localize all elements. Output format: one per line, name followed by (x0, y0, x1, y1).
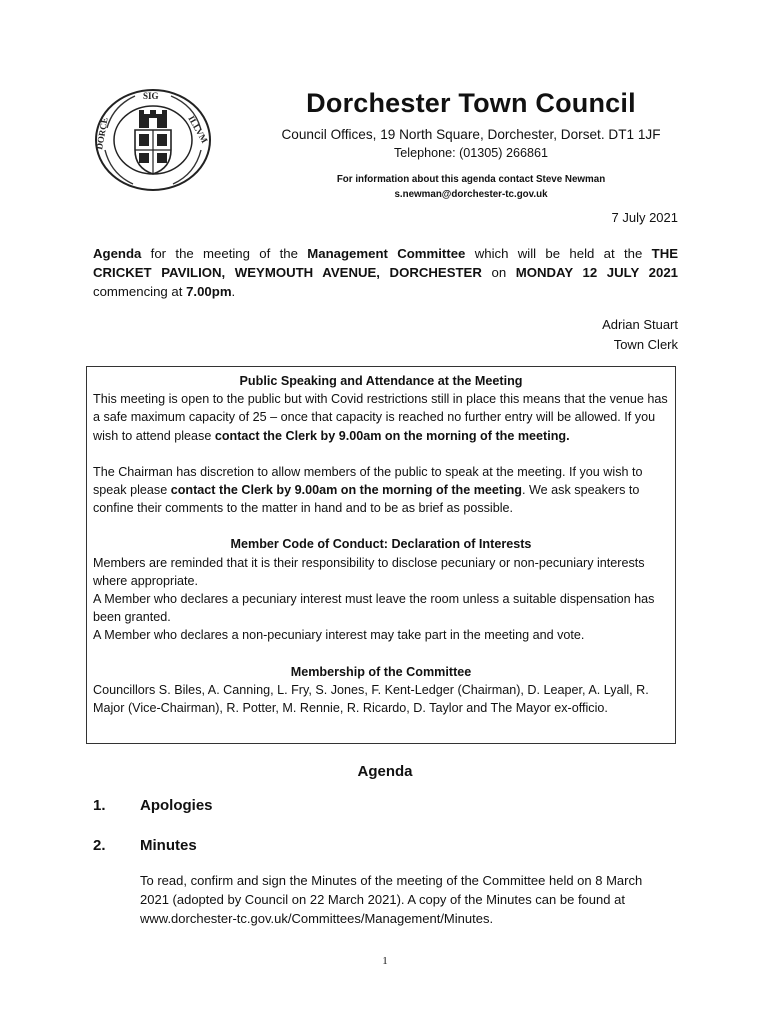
svg-text:ILLVM: ILLVM (186, 114, 210, 145)
paragraph-emphasis: contact the Clerk by 9.00am on the morning of the meeting. (214, 428, 570, 443)
public-speaking-heading: Public Speaking and Attendance at the Meeting (239, 374, 523, 388)
agenda-item-apologies (93, 797, 213, 814)
public-info-box (86, 366, 676, 744)
intro-time: 7.00pm (186, 284, 232, 299)
signoff-role: Town Clerk (613, 337, 678, 352)
minutes-description: To read, confirm and sign the Minutes of the meeting of the Committee held on 8 March 2021 (adopted by Council on 22 March 2021). A copy of the Minutes can be found at www.dorchester-tc.gov.uk/Committees/Management/Minutes. (140, 873, 643, 926)
agenda-item-title: Apologies (140, 797, 213, 814)
agenda-item-minutes (93, 837, 197, 854)
paragraph-emphasis: contact the Clerk by 9.00am on the morning of the meeting (170, 483, 523, 498)
agenda-item-title: Minutes (140, 837, 197, 854)
contact-email[interactable]: s.newman@dorchester-tc.gov.uk (394, 189, 548, 200)
council-address: Council Offices, 19 North Square, Dorchester, Dorset. DT1 1JF (281, 127, 661, 142)
public-speaking-paragraph (93, 463, 669, 518)
intro-venue: CRICKET PAVILION, WEYMOUTH AVENUE, DORCHESTER (93, 265, 482, 280)
membership-text: Councillors S. Biles, A. Canning, L. Fry, S. Jones, F. Kent-Ledger (Chairman), D. Leaper, A. Lyall, R. Major (Vice-Chairman), R. Potter, M. Rennie, R. Ricardo, D. Taylor and The Mayor ex-officio. (93, 682, 649, 716)
intro-the: THE (651, 246, 679, 261)
page-number: 1 (382, 955, 388, 967)
agenda-heading: Agenda (357, 763, 413, 780)
intro-text: . (231, 284, 236, 299)
intro-committee: Management Committee (307, 246, 466, 261)
intro-text: on (481, 265, 516, 280)
paragraph-text: This meeting is open to the public but with Covid restrictions still in place this means that the venue has a safe maximum capacity of 25 – once that capacity is reached no further entry will be allowed. If you wish to attend please (93, 392, 668, 443)
document-date: 7 July 2021 (611, 210, 678, 225)
conduct-paragraph-3: A Member who declares a non-pecuniary interest may take part in the meeting and vote. (93, 628, 585, 643)
intro-text: commencing at (93, 284, 187, 299)
signoff (602, 315, 678, 355)
agenda-intro (93, 244, 678, 301)
intro-agenda-word: Agenda (93, 246, 142, 261)
intro-text: for the meeting of the (141, 246, 308, 261)
conduct-paragraph-2: A Member who declares a pecuniary interest must leave the room unless a suitable dispensation has been granted. (93, 592, 655, 625)
membership-heading: Membership of the Committee (290, 664, 472, 679)
intro-text: which will be held at the (465, 246, 652, 261)
agenda-item-number: 1. (93, 797, 106, 814)
svg-text:SIG: SIG (143, 91, 159, 101)
council-seal-logo (93, 88, 213, 192)
agenda-item-number: 2. (93, 837, 106, 854)
council-title: Dorchester Town Council (306, 88, 636, 118)
intro-meeting-date: MONDAY 12 JULY 2021 (515, 265, 679, 280)
svg-text:DORCE: DORCE (94, 116, 110, 151)
code-of-conduct-heading: Member Code of Conduct: Declaration of Interests (230, 537, 532, 552)
public-attendance-paragraph (93, 390, 669, 445)
conduct-paragraph-1: Members are reminded that it is their responsibility to disclose pecuniary or non-pecuniary interests where appropriate. (93, 555, 645, 588)
contact-line: For information about this agenda contact Steve Newman (336, 174, 606, 185)
council-telephone: Telephone: (01305) 266861 (393, 146, 549, 160)
signoff-name: Adrian Stuart (602, 317, 678, 332)
paragraph-text: The Chairman has discretion to allow members of the public to speak at the meeting. If you wish to speak please (93, 464, 643, 498)
paragraph-text: . We ask speakers to confine their comments to the matter in hand and to be as brief as possible. (93, 483, 640, 516)
